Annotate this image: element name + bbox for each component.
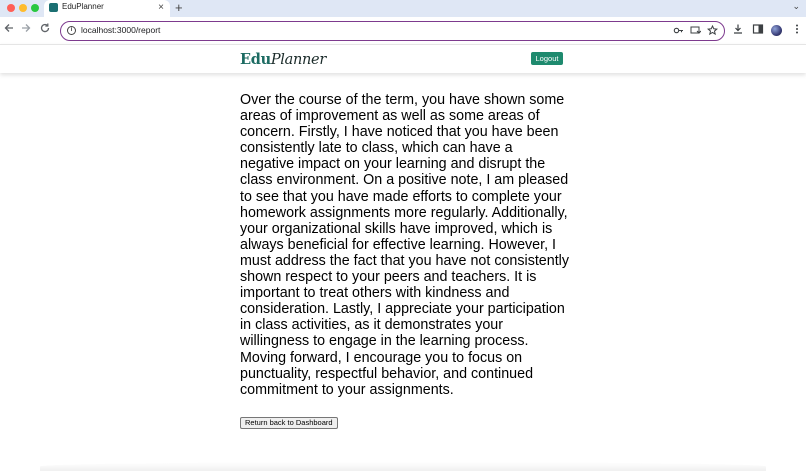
return-dashboard-button[interactable]: Return back to Dashboard: [240, 417, 338, 429]
url-text[interactable]: localhost:3000/report: [81, 25, 161, 35]
tab-title: EduPlanner: [62, 2, 104, 11]
brand-logo[interactable]: [240, 51, 326, 68]
maximize-window-button[interactable]: [31, 4, 39, 12]
profile-icon[interactable]: [771, 25, 782, 36]
back-icon[interactable]: [2, 22, 16, 38]
logout-button[interactable]: Logout: [531, 52, 563, 65]
browser-toolbar: [0, 17, 806, 44]
address-bar[interactable]: [60, 21, 725, 41]
browser-tab[interactable]: [44, 0, 170, 17]
tab-search-icon[interactable]: ⌄: [792, 1, 800, 11]
info-icon[interactable]: i: [67, 26, 76, 35]
close-window-button[interactable]: [7, 4, 15, 12]
sidepanel-icon[interactable]: [751, 23, 765, 37]
favicon-icon: [49, 3, 58, 12]
footer-shadow: [40, 462, 766, 471]
forward-icon[interactable]: [19, 22, 33, 38]
menu-icon[interactable]: [790, 23, 804, 37]
tab-close-icon[interactable]: ×: [158, 2, 164, 13]
key-icon[interactable]: [672, 25, 684, 37]
star-icon[interactable]: [706, 25, 718, 37]
new-tab-button[interactable]: +: [175, 0, 183, 15]
reload-icon[interactable]: [38, 22, 52, 38]
download-icon[interactable]: [731, 23, 745, 37]
install-icon[interactable]: [689, 25, 701, 37]
report-text: Over the course of the term, you have shown some areas of improvement as well as some areas of concern. Firstly, I have noticed that you have been consistently late to class, which can have a negative impact on your learning and disrupt the class environment. On a positive note, I am pleased to see that you have made efforts to complete your homework assignments more regularly. Additionally, your organizational skills have improved, which is always beneficial for effective learning. However, I must address the fact that you have not consistently shown respect to your peers and teachers. It is important to treat others with kindness and consideration. Lastly, I appreciate your participation in class activities, as it demonstrates your willingness to engage in the learning process. Moving forward, I encourage you to focus on punctuality, respectful behavior, and continued commitment to your assignments.: [240, 92, 570, 398]
brand-planner: Planner: [270, 52, 326, 68]
tab-strip: [0, 0, 806, 17]
app-header: [0, 44, 806, 73]
brand-edu: Edu: [240, 51, 271, 68]
minimize-window-button[interactable]: [19, 4, 27, 12]
